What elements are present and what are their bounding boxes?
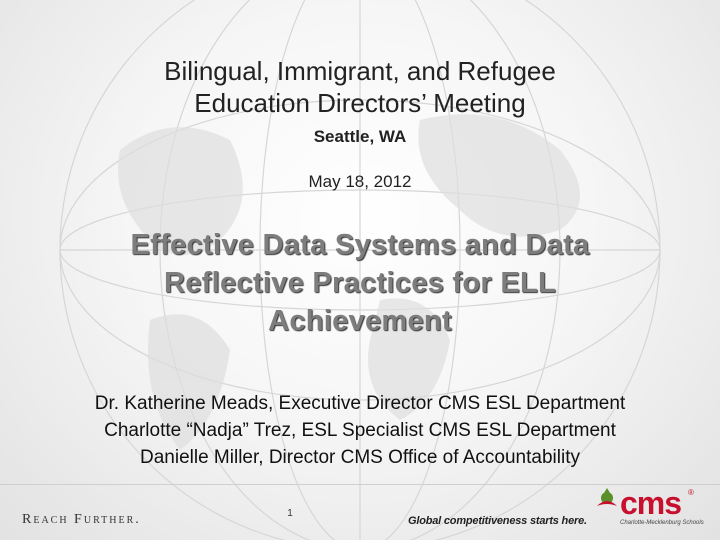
cms-logo-subtext: Charlotte-Mecklenburg Schools: [620, 520, 704, 526]
meeting-title-line: Bilingual, Immigrant, and Refugee: [164, 56, 556, 86]
page-number: 1: [287, 508, 293, 519]
presenter-line: Charlotte “Nadja” Trez, ESL Specialist CMS ESL Department: [104, 420, 616, 441]
presentation-title: [60, 226, 660, 340]
presenter-line: Danielle Miller, Director CMS Office of Accountability: [140, 447, 580, 468]
presentation-title-line: Effective Data Systems and Data: [130, 229, 590, 261]
presenter-list: [0, 390, 720, 471]
footer-motto-text: Reach Further.: [22, 512, 141, 527]
meeting-location: Seattle, WA: [313, 127, 407, 146]
presentation-title-line: Achievement: [268, 305, 452, 337]
presenter-line: Dr. Katherine Meads, Executive Director CMS ESL Department: [94, 393, 626, 414]
meeting-title: [80, 55, 640, 119]
footer-motto: [22, 512, 141, 528]
presentation-title-line: Reflective Practices for ELL: [164, 267, 556, 299]
footer-tagline: Global competitiveness starts here.: [408, 515, 587, 527]
meeting-date: May 18, 2012: [308, 172, 412, 191]
meeting-title-line: Education Directors’ Meeting: [194, 88, 526, 118]
cms-logo-text: cms: [620, 485, 682, 521]
cms-logo-registered: ®: [688, 488, 694, 497]
